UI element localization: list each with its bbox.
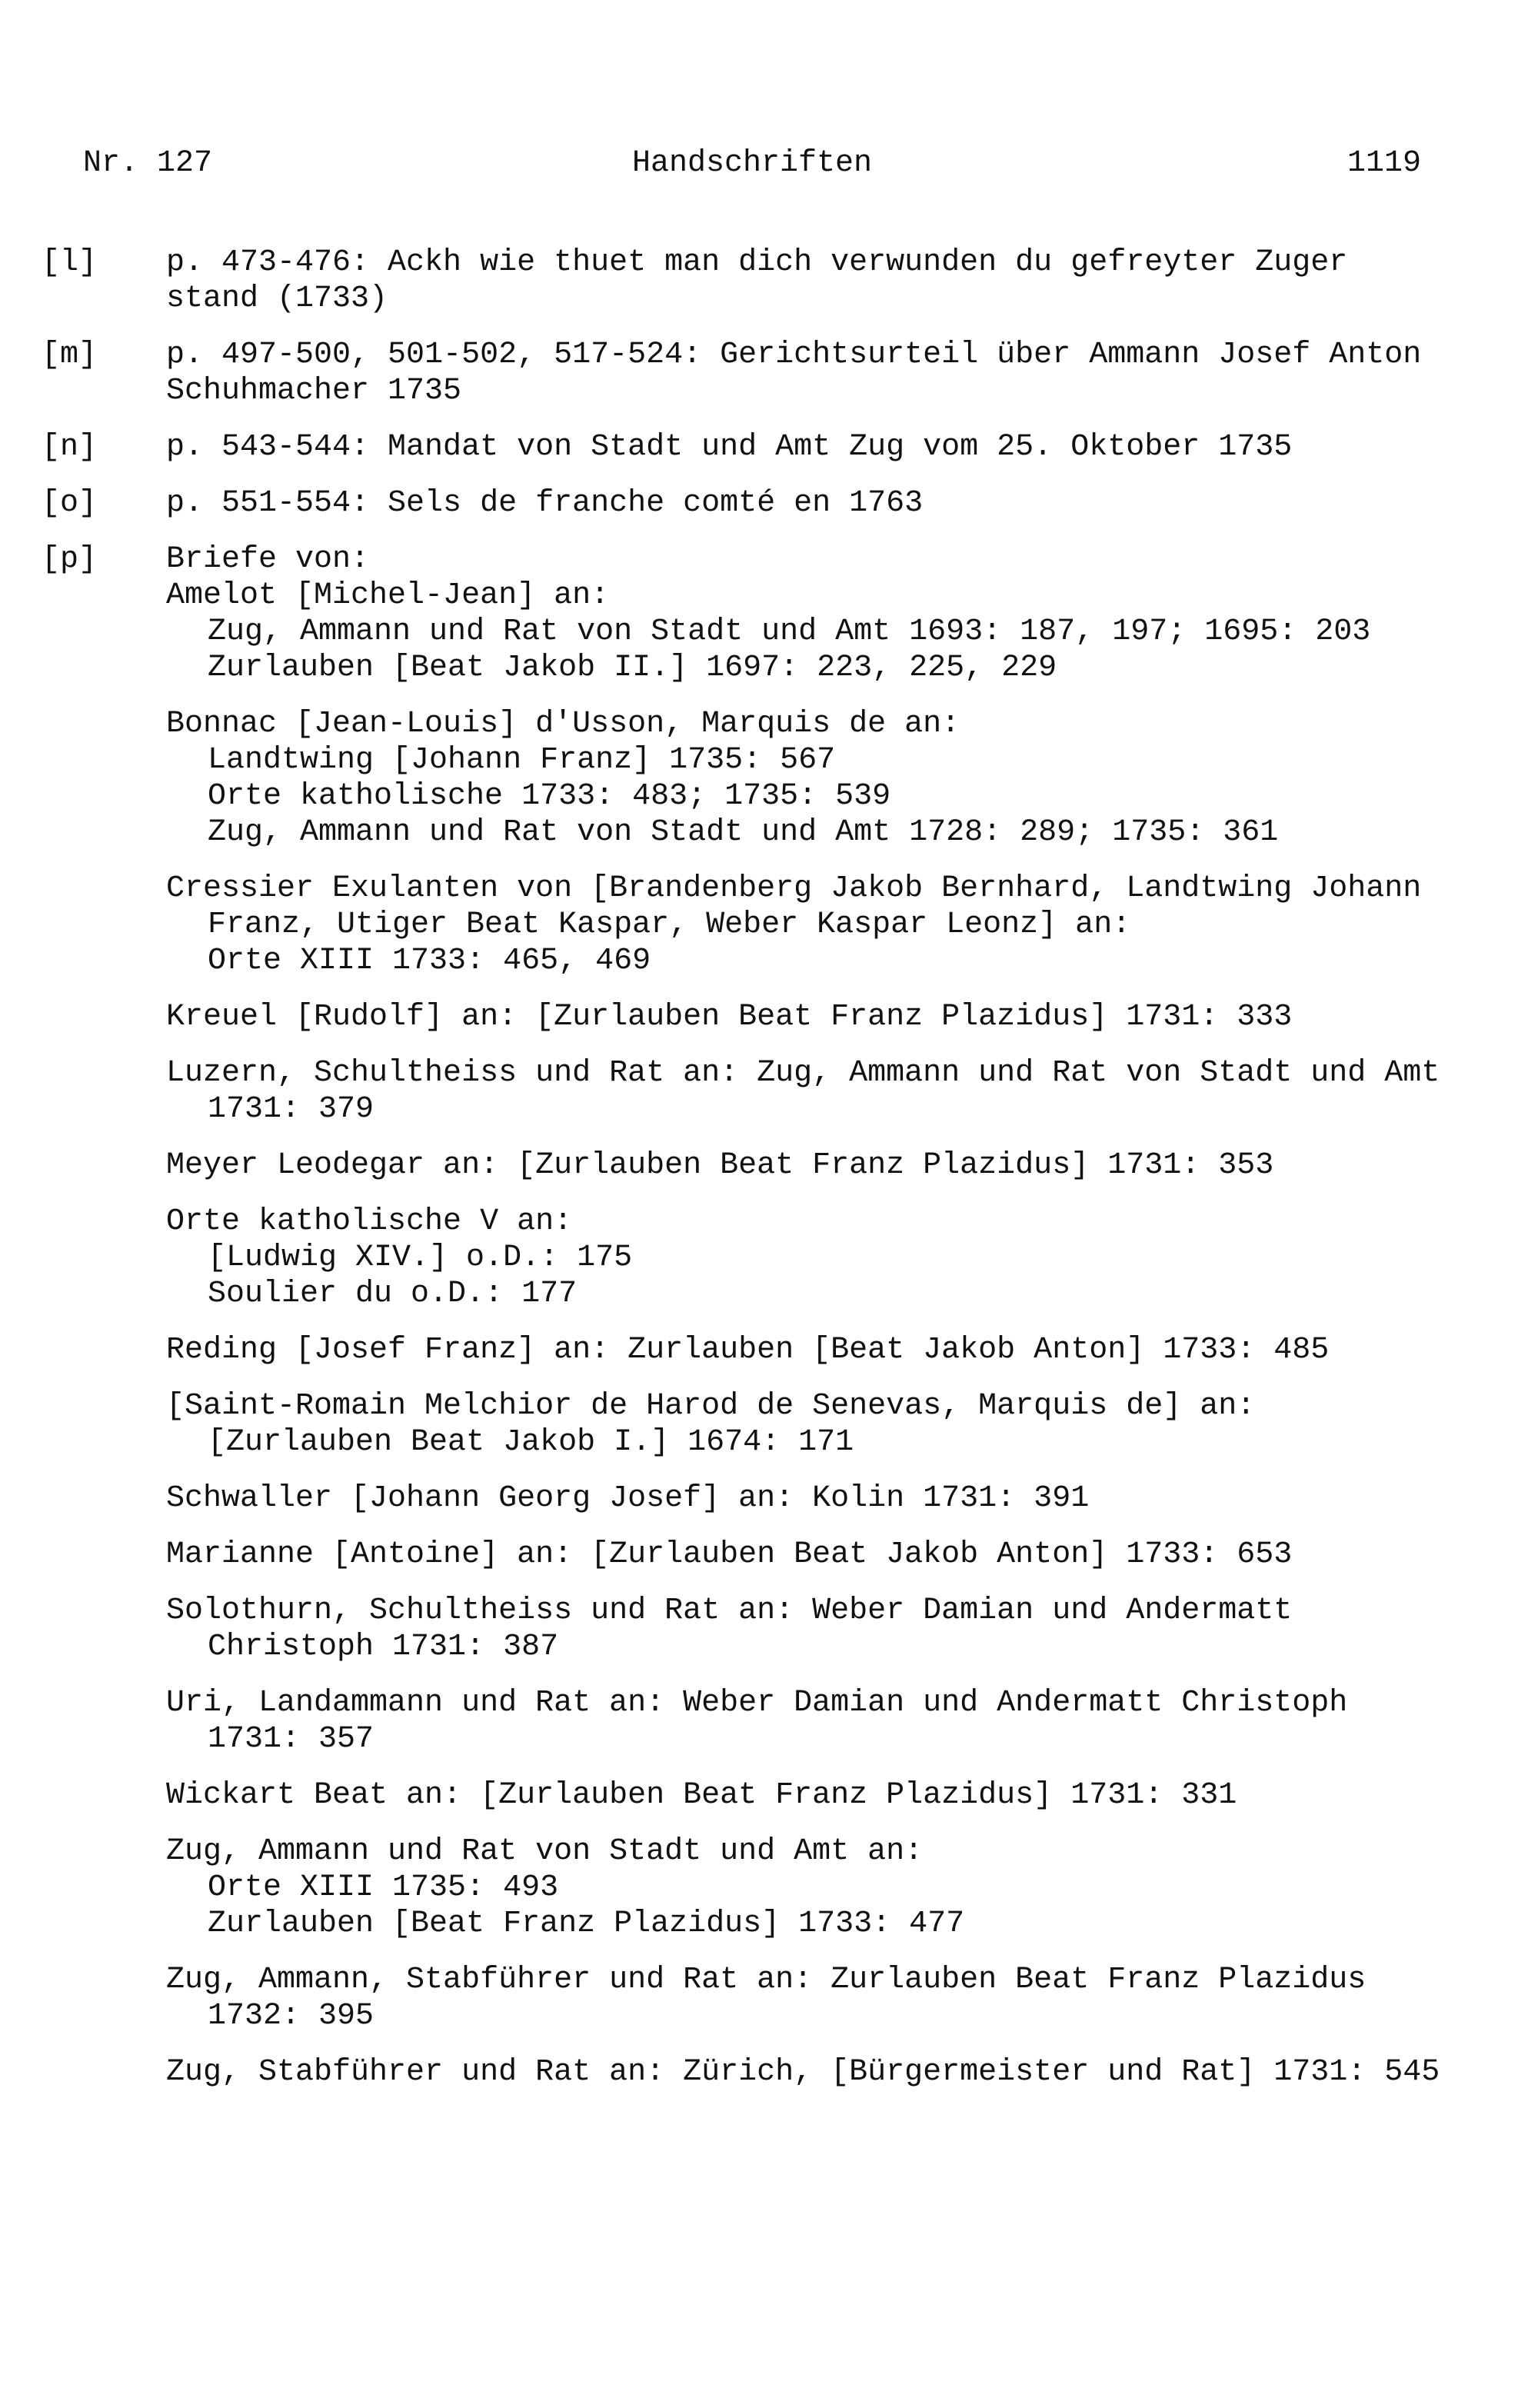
letter-sender: Amelot [Michel-Jean] an: (166, 578, 610, 613)
letter-sender: Orte katholische V an: (166, 1204, 573, 1239)
letter-group (166, 1685, 1443, 1757)
letter-recipient: Orte katholische 1733: 483; 1735: 539 (208, 779, 891, 814)
letter-groups (166, 578, 1443, 2090)
document-number: Nr. 127 (83, 146, 213, 181)
letter-recipient: Orte XIII 1733: 465, 469 (208, 944, 651, 978)
letter-group (166, 1147, 1443, 1184)
entry-p-letters (0, 541, 1538, 2090)
letter-group (166, 1388, 1443, 1460)
letter-recipient: Zurlauben [Beat Jakob II.] 1697: 223, 225, 229 (208, 651, 1057, 685)
letter-group (166, 1537, 1443, 1573)
letter-sender: [Saint-Romain Melchior de Harod de Senevas, Marquis de] an: [Zurlauben Beat Jakob I.] 1674: 171 (166, 1389, 1256, 1460)
letter-group (166, 1593, 1443, 1665)
entry-text: p. 543-544: Mandat von Stadt und Amt Zug vom 25. Oktober 1735 (166, 430, 1293, 465)
letter-sender: Luzern, Schultheiss und Rat an: Zug, Ammann und Rat von Stadt und Amt 1731: 379 (166, 1056, 1440, 1127)
entry-key: [p] (42, 542, 98, 577)
letter-group (166, 999, 1443, 1035)
letter-sender: Zug, Ammann, Stabführer und Rat an: Zurlauben Beat Franz Plazidus 1732: 395 (166, 1963, 1367, 2033)
letter-group (166, 1332, 1443, 1368)
entry-l (0, 245, 1538, 317)
entry-key: [o] (42, 486, 98, 521)
letter-recipient: Zug, Ammann und Rat von Stadt und Amt 1693: 187, 197; 1695: 203 (208, 614, 1371, 649)
entry-key: [l] (42, 245, 98, 280)
letter-recipient: Landtwing [Johann Franz] 1735: 567 (208, 743, 836, 778)
letter-group (166, 1833, 1443, 1942)
letter-recipient: [Ludwig XIV.] o.D.: 175 (208, 1241, 633, 1275)
letter-sender: Zug, Stabführer und Rat an: Zürich, [Bürgermeister und Rat] 1731: 545 (166, 2055, 1440, 2090)
letter-sender: Bonnac [Jean-Louis] d'Usson, Marquis de an: (166, 707, 960, 741)
letter-recipient: Zurlauben [Beat Franz Plazidus] 1733: 477 (208, 1907, 965, 1941)
letter-group (166, 1777, 1443, 1813)
page-number: 1119 (1347, 146, 1421, 181)
letter-group (166, 706, 1443, 851)
letter-group (166, 871, 1443, 979)
letter-sender: Cressier Exulanten von [Brandenberg Jakob Bernhard, Landtwing Johann Franz, Utiger Beat Kaspar, Weber Kaspar Leonz] an: (166, 871, 1422, 942)
entry-n (0, 429, 1538, 465)
letter-sender: Uri, Landammann und Rat an: Weber Damian und Andermatt Christoph 1731: 357 (166, 1686, 1348, 1757)
letter-sender: Wickart Beat an: [Zurlauben Beat Franz Plazidus] 1731: 331 (166, 1778, 1237, 1813)
entry-text: p. 497-500, 501-502, 517-524: Gerichtsurteil über Ammann Josef Anton Schuhmacher 1735 (166, 338, 1422, 408)
letter-sender: Meyer Leodegar an: [Zurlauben Beat Franz Plazidus] 1731: 353 (166, 1148, 1274, 1183)
letter-recipient: Orte XIII 1735: 493 (208, 1870, 559, 1905)
letter-recipient: Soulier du o.D.: 177 (208, 1277, 578, 1311)
letter-group (166, 578, 1443, 686)
entry-key: [m] (42, 338, 98, 372)
letter-sender: Solothurn, Schultheiss und Rat an: Weber Damian und Andermatt Christoph 1731: 387 (166, 1594, 1293, 1664)
page-header (83, 145, 1421, 183)
letter-group (166, 1204, 1443, 1312)
entry-m (0, 337, 1538, 409)
entry-key: [n] (42, 430, 98, 465)
letter-sender: Marianne [Antoine] an: [Zurlauben Beat Jakob Anton] 1733: 653 (166, 1537, 1293, 1572)
letter-sender: Kreuel [Rudolf] an: [Zurlauben Beat Franz Plazidus] 1731: 333 (166, 1000, 1293, 1034)
letter-group (166, 1962, 1443, 2034)
letters-intro: Briefe von: (166, 542, 370, 577)
entry-text: p. 473-476: Ackh wie thuet man dich verwunden du gefreyter Zuger stand (1733) (166, 245, 1348, 316)
letter-sender: Zug, Ammann und Rat von Stadt und Amt an: (166, 1834, 924, 1869)
section-title: Handschriften (631, 146, 873, 181)
letter-sender: Schwaller [Johann Georg Josef] an: Kolin 1731: 391 (166, 1481, 1090, 1516)
entry-o (0, 485, 1538, 521)
letter-group (166, 2054, 1443, 2090)
letter-sender: Reding [Josef Franz] an: Zurlauben [Beat Jakob Anton] 1733: 485 (166, 1333, 1330, 1367)
letter-recipient: Zug, Ammann und Rat von Stadt und Amt 1728: 289; 1735: 361 (208, 815, 1279, 850)
letter-group (166, 1055, 1443, 1127)
manuscript-listing (0, 245, 1538, 2090)
entry-text: p. 551-554: Sels de franche comté en 1763 (166, 486, 924, 521)
letter-group (166, 1480, 1443, 1517)
